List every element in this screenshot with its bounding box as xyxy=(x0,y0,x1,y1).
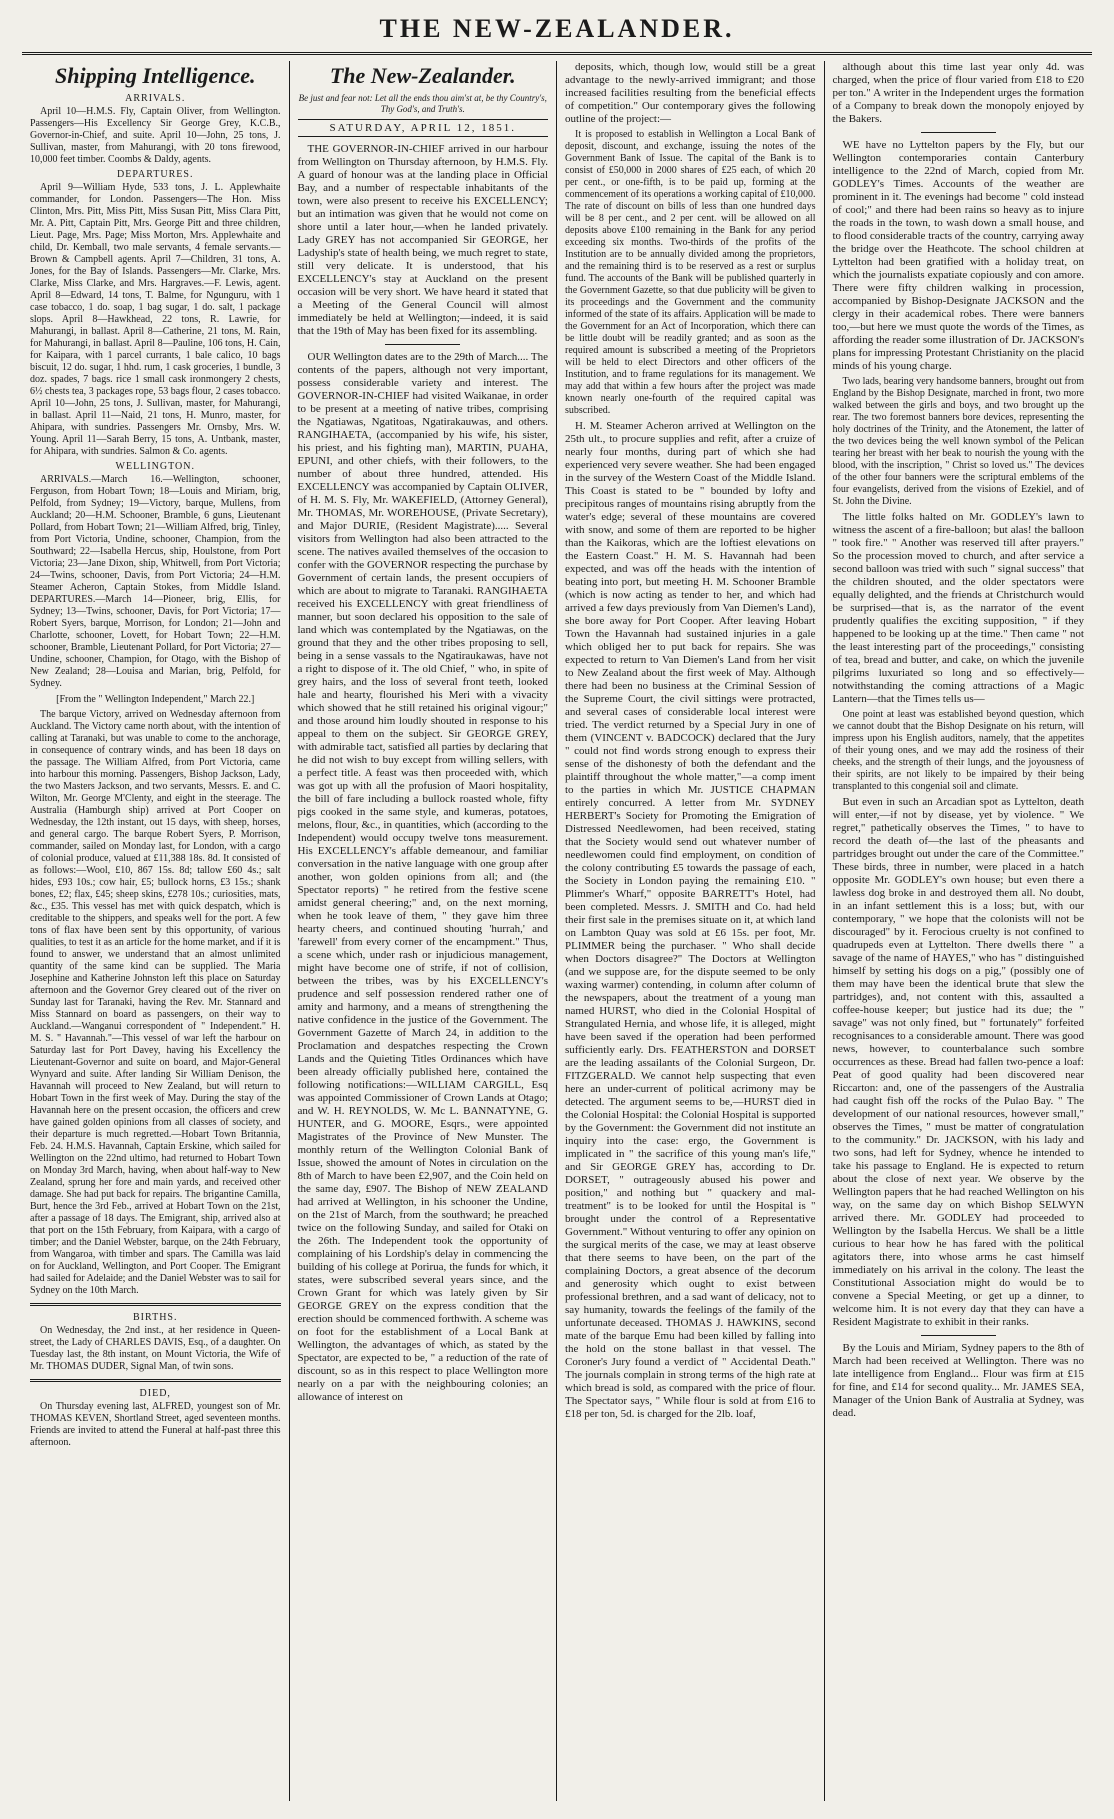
lyttelton-text-2: WE have no Lyttelton papers by the Fly, but our Wellington contemporaries contain Canterbury intelligence to the 22nd of March, copied from Mr. GODLEY's Times. Accounts of the weather are prominent in it. The evenings had become " cold instead of cool;" and there had been rains so heavy as to injure the roads in the town, to wash down a small house, and to flood considerable tracts of the country, carrying away the bridge over the Heathcote. The school children at Lyttelton had been gratified with a holiday treat, on which the journalists expatiate copiously and con amore. There were fifty children walking in procession, accompanied by Bishop-Designate JACKSON and the clergy in their academical robes. There were banners too,—but here we must quote the words of the Times, as affording the reader some illustration of Dr. JACKSON's plans for impressing Protestant Christianity on the placid minds of his young charge. xyxy=(832,139,1084,372)
divider xyxy=(385,344,460,345)
column-lyttelton xyxy=(825,61,1093,1801)
bank-quote: It is proposed to establish in Wellington a Local Bank of deposit, discount, and exchange, issuing the notes of the Government Bank of Issue. The capital of the Bank is to consist of £50,000 in 2000 shares of £25 each, of which 20 per cent., or one-fifth, is to be paid up, forming at the commencement of its operations a working capital of £10,000. The rate of discount on bills of less than one hundred days will be 8 per cent., and 2 per cent. will be allowed on all deposits above £100 remaining in the Bank for any period exceeding six months. Two-thirds of the profits of the Institution are to be annually divided among the proprietors, and the remaining third is to be reserved as a rest or surplus fund. The accounts of the Bank will be published quarterly in the Government Gazette, so that due publicity will be given to its proceedings and the Government and the community informed of the state of its affairs. Application will be made to the Government for an Act of Incorporation, which there can be little doubt will be readily granted; and as soon as the required amount is subscribed a meeting of the Proprietors will be held to elect Directors and other officers of the Institution, and to frame regulations for its management. We may add that within a few hours after the project was made known nearly one-fourth of the required capital was subscribed. xyxy=(565,129,816,416)
departures-text: April 9—William Hyde, 533 tons, J. L. Applewhaite commander, for London. Passengers—The Hon. Miss Clinton, Mrs. Pitt, Miss Pitt, Miss Susan Pitt, Miss Clara Pitt, Mr. A. Pitt, Captain Pitt, Mrs. George Pitt and three children, Lieut. Page, Mrs. Page; Miss Morton, Mrs. Applewhaite and child, Dr. Kemball, two male servants, 4 female servants.—Brown & Campbell agents. April 7—Children, 31 tons, A. Jones, for the Bay of Islands. Passengers—Mr. Clarke, Mrs. Clarke, Miss Clarke, and Mrs. Hargraves.—F. Lewis, agent. April 8—Edward, 14 tons, T. Balme, for Ngunguru, with 1 case tobacco, 1 do. soap, 1 bag sugar, 1 do. salt, 1 package slops. April 8—Hawkhead, 22 tons, R. Lawrie, for Mahurangi, in ballast. April 8—Catherine, 21 tons, M. Rain, for Mahurangi, in ballast. April 8—Pauline, 106 tons, H. Cain, for Kaipara, with 1 parcel currants, 1 bale calico, 10 bags biscuit, 12 do. sugar, 1 hhd. rum, 1 cask groceries, 1 bundle, 3 doz. spades, 7 bags. rice 1 small cask ironmongery 2 chests, 6½ chests tea, 3 packages rope, 53 bags flour, 2 cases tobacco. April 10—John, 25 tons, J. Sullivan, master, for Mahurangi, in ballast. April 11—Naid, 21 tons, H. Munro, master, for Ahipara, with sundries. Passengers Mr. Ornsby, Mrs. W. Young. April 11—Sarah Berry, 15 tons, A. Untbank, master, for Ahipara, with sundries. Salmon & Co. agents. xyxy=(30,182,281,457)
divider xyxy=(30,1379,281,1382)
column-shipping xyxy=(22,61,290,1801)
masthead: THE NEW-ZEALANDER. xyxy=(22,0,1092,55)
wellington-label: WELLINGTON. xyxy=(115,461,195,472)
divider xyxy=(921,132,996,133)
appetite-quote: One point at least was established beyond question, which we cannot doubt that the Bishop Designate on his return, will impress upon his English auditors, namely, that the appetites of their young ones, and we may add the rosiness of their cheeks, and the strength of their lungs, and the joyousness of their spirits, are not likely to be impaired by their being transplanted to this congenial soil and climate. xyxy=(832,709,1084,792)
arrivals-text: April 10—H.M.S. Fly, Captain Oliver, from Wellington. Passengers—His Excellency Sir George Grey, K.C.B., Governor-in-Chief, and suite. April 10—John, 25 tons, J. Sullivan, master, from Mahurangi, with 20 tons firewood, 10,000 feet timber. Coombs & Daldy, agents. xyxy=(30,106,281,165)
editorial-text-2: OUR Wellington dates are to the 29th of March.... The contents of the papers, although not very important, possess considerable variety and interest. The GOVERNOR-IN-CHIEF had visited Waikanae, in order to be present at a meeting of native tribes, comprising the Ngatiawas, Ngatitoas, Ngatirakauwas, and others. RANGIHAETA, (accompanied by his wife, his sister, his priest, and his fighting man), MARTIN, PUAHA, EPUNI, and other chiefs, with their followers, to the number of about three hundred, attended. His EXCELLENCY was accompanied by Captain OLIVER, of H. M. S. Fly, Mr. WAKEFIELD, (Attorney General), Mr. THOMAS, Mr. WOREHOUSE, (Private Secretary), and Major DURIE, (Resident Magistrate)..... Several visitors from Wellington had also been attracted to the scene. The natives availed themselves of the occasion to confer with the GOVERNOR respecting the purchase by Government of certain lands, the present occupiers of which are about to migrate to Taranaki. RANGIHAETA received his EXCELLENCY with great friendliness of manner, but soon declared his opposition to the sale of land which was contemplated by the Ngatiawas, on the ground that they and the other tribes proposing to sell, being in a sense vassals to the Ngatiraukawas, have not a right to dispose of it. The old Chief, " who, in spite of grey hairs, and the loss of several front teeth, looked hale and hearty, flourished his Meri with a vivacity which showed that he still retained his original vigour;" and those around him loudly shouted in response to his appeal to them on the subject. Sir GEORGE GREY, with admirable tact, satisfied all parties by declaring that he did not wish to buy except from willing sellers, with a perfect title. A feast was then proceeded with, which was got up with all the profusion of Maori hospitality, the bill of fare including a bullock roasted whole, fifty pigs cooked in the same style, and kumeras, potatoes, melons, flour, &c., in quantities, which (according to the Independent) would occupy twelve tons measurement. His EXCELLENCY's affable demeanour, and familiar conversation in the native language with one group after another, won golden opinions from all; and (the Spectator reports) " he retired from the festive scene amidst general cheering;" and, on the next morning, when he took leave of them, " they gave him three hearty cheers, and continued shouting 'hurrah,' and 'farewell' from every corner of the encampment." Thus, a scene which, under rash or injudicious management, might have become one of strife, if not of collision, between the tribes, was by his EXCELLENCY's prudence and self possession rendered rather one of amity and harmony, and a means of strengthening the native confidence in the justice of the Government. The Government Gazette of March 24, in addition to the Proclamation and despatches respecting the Crown Lands and the Quieting Titles Ordinances which have been already officially published here, contained the following notifications:—WILLIAM CARGILL, Esq was appointed Commissioner of Crown Lands at Otago; and W. H. REYNOLDS, W. Mc L. BANNATYNE, G. HUNTER, and G. MOORE, Esqrs., were appointed Magistrates of the Province of New Munster. The monthly return of the Wellington Colonial Bank of Issue, showed the amount of Notes in circulation on the 8th of March to have been £2,907, and the Coin held on the same day, £907. The Bishop of NEW ZEALAND had arrived at Wellington, in his schooner the Undine, on the 21st of March, from the southward; he preached twice on the following Sunday, and sailed for Otaki on the 26th. The Independent took the opportunity of complaining of his Lordship's delay in commencing the building of his college at Porirua, the funds for which, it states, were subscribed several years since, and the Crown Grant for which was lately given by Sir GEORGE GREY on the express condition that the erection should be commenced forthwith. A scheme was on foot for the establishment of a Local Bank at Wellington, the advantages of which, as stated by the Spectator, are expected to be, " a reduction of the rate of discount, so as in this respect to place Wellington more nearly on a par with the neighbouring colonies; an allowance of interest on xyxy=(297,351,548,1403)
died-label: DIED, xyxy=(139,1388,171,1399)
wellington-text: ARRIVALS.—March 16.—Wellington, schooner, Ferguson, from Hobart Town; 18—Louis and Miriam, brig, Pelfold, from Sydney; 19—Victory, barque, Mullens, from Auckland; 20—H.M. Schooner, Bramble, 6 guns, Lieutenant Pollard, from Hobart Town; 21—William Alfred, brig, Tinley, from Port Victoria, Undine, schooner, Champion, from the Southward; 22—Isabella Hercus, ship, Houlstone, from Port Victoria; 23—Jane Dixon, ship, Whitwell, from Port Victoria; 24—Twins, schooner, Davis, from Port Victoria; 24—H.M. Steamer Acheron, Captain Stokes, from Middle Island. DEPARTURES.—March 14—Pioneer, brig, Ellis, for Sydney; 13—Twins, schooner, Davis, for Port Victoria; 17—Robert Syers, barque, Morrison, for London; 21—John and Charlotte, schooner, Lovett, for Hobart Town; 22—H.M. schooner, Bramble, Lieutenant Pollard, for Port Victoria; 27—Undine, schooner, Champion, for Otago, with the Bishop of New Zealand; 28—Louisa and Marian, brig, Pelfold, for Sydney. xyxy=(30,474,281,689)
banner-quote: Two lads, bearing very handsome banners, brought out from England by the Bishop Designate, marched in front, two more walked between the girls and boys, and two brought up the rear. The two foremost banners bore devices, representing the holy doctrines of the Trinity, and the Atonement, the latter of the two devices being the well known symbol of the Pelican tearing her breast with her beak to nourish the young with the blood, with the inscription, " Christ so loved us." The devices of the other four banners were the scriptural emblems of the four evangelists, derived from the visions of Ezekiel, and of St. John the Divine. xyxy=(832,376,1084,507)
editorial-header: The New-Zealander. xyxy=(329,63,516,88)
motto: Be just and fear not: Let all the ends thou aim'st at, be thy Country's, Thy God's, and Truth's. xyxy=(298,93,547,114)
births-label: BIRTHS. xyxy=(133,1312,178,1323)
column-editorial xyxy=(290,61,558,1801)
lyttelton-text-5: By the Louis and Miriam, Sydney papers to the 8th of March had been received at Wellington. There was no late intelligence from England... Flour was firm at £15 for fine, and £14 for second quality... Mr. JAMES SEA, Manager of the Union Bank of Australia at Sydney, was dead. xyxy=(832,1342,1084,1419)
source-note: [From the " Wellington Independent," March 22.] xyxy=(56,694,255,705)
divider xyxy=(921,1335,996,1336)
news-text-2: H. M. Steamer Acheron arrived at Wellington on the 25th ult., to procure supplies and refit, after a cruize of nearly four months, during part of which she had experienced very severe weather. She had been engaged in the survey of the Western Coast of the Middle Island. This Coast is stated to be " bounded by lofty and precipitous ranges of mountains rising abruptly from the water's edge; several of these mountains are covered with snow, and some of them are reported to be higher than the Kaikoras, which are the loftiest elevations on the Eastern Coast." H. M. S. Havannah had been expected, and was off the heads with the intention of beating into port, but meeting H. M. Schooner Bramble (which is now acting as tender to her, and which had arrived a few days previously from Van Diemen's Land), she bore away for Port Cooper. After leaving Hobart Town the Havannah had sustained injuries in a gale which obliged her to put back for repairs. She was expected to return to Van Diemen's Land from her visit to New Zealand about the first week of May. Although there had been no business at the Criminal Session of the Supreme Court, the civil sittings were protracted, and several cases of considerable local interest were tried. The verdict returned by a Special Jury in one of them (VINCENT v. BADCOCK) declared that the Jury " could not find words strong enough to express their sense of the dishonesty of both the defendant and the plaintiff throughout the whole matter,"—a comp iment to the parties in which Mr. JUSTICE CHAPMAN entirely concurred. A letter from Mr. SYDNEY HERBERT's Society for Promoting the Emigration of Distressed Needlewomen, had been received, stating that the Society would send out whatever number of needlewomen could find employment, on condition of the colony contributing £5 towards the passage of each, the Society in London paying the remaining £10. " Plimmer's Wharf," opposite BARRETT's Hotel, had been completed. Messrs. J. SMITH and Co. had held their first sale in the premises situate on it, at which land on Lambton Quay was sold at £6 15s. per foot, Mr. PLIMMER being the purchaser. " Who shall decide when Doctors disagree?" The Doctors at Wellington (and we suppose are, for the dispute seemed to be only waxing warmer) contending, in column after column of the newspapers, about the treatment of a young man named HURST, who died in the Colonial Hospital of Strangulated Hernia, and whose life, it is alleged, might have been saved if the operation had been performed sufficiently early. Drs. FEATHERSTON and DORSET are the leading assailants of the Colonial Surgeon, Dr. FITZGERALD. We cannot help suspecting that even here an under-current of political acrimony may be detected. The argument seems to be,—HURST died in the Colonial Hospital: the Colonial Hospital is supported by the Government: the Government did not institute an inquiry into the case: ergo, the Government is implicated in " the sacrifice of this young man's life," and Sir GEORGE GREY has, according to Dr. DORSET, " outrageously abused his power and position," and nothing but " quackery and mal-treatment" is to be looked for until the Hospital is " brought under the control of a Representative Government." Without venturing to offer any opinion on the surgical merits of the case, we may at least observe that there seems to have been, on the part of the complaining Doctors, a great absence of the decorum and generosity which ought to exist between professional brethren, and a sad want of delicacy, not to say humanity, towards the feelings of the family of the unfortunate deceased. THOMAS J. HAWKINS, second mate of the barque Emu had been killed by falling into the hold on the stone ballast in that vessel. The Coroner's Jury found a verdict of " Accidental Death." The journals complain in strong terms of the high rate at which bread is sold, as compared with the price of flour. The Spectator says, " While flour is sold at from £16 to £18 per ton, 5d. is charged for the 2lb. loaf, xyxy=(565,420,816,1420)
columns xyxy=(22,61,1092,1801)
shipping-news: The barque Victory, arrived on Wednesday afternoon from Auckland. The Victory came north about, with the intention of calling at Taranaki, but was unable to come to the anchorage, in consequence of contrary winds, and has been 18 days on the passage. The William Alfred, from Port Victoria, came into harbour this morning. Passengers, Bishop Jackson, Lady, the two Masters Jackson, and two servants, Messrs. E. and C. Wilton, Mr. George M'Clenty, and eight in the steerage. The Australia (Hamburgh ship) arrived at Port Cooper on Wednesday, the 12th instant, out 15 days, with sheep, horses, and general cargo. The barque Robert Syers, P. Morrison, commander, sailed on Monday last, for London, with a cargo of colonial produce, valued at £11,388 18s. 8d. It consisted of as follows:—Wool, £10, 867 15s. 8d; tallow £60 4s.; salt hides, £93 10s.; cow hair, £5; bullock horns, £3 15s.; shank bones, £2; flax, £45; sheep skins, £278 10s.; curiosities, mats, &c., £35. This vessel has met with quick despatch, which is creditable to the shippers, and speaks well for the port. A few tons of flax have been sent by this opportunity, of various qualities, to test it as an article for the home market, and if it is found to answer, we understand that an almost unlimited quantity of the same kind can be supplied. The Maria Josephine and Katherine Johnston left this place on Saturday afternoon and the Governor Grey cleared out of the river on Sunday last for Taranaki, having the Rev. Mr. Stannard and Miss Stannard on board as passengers, on their way to Auckland.—Wanganui correspondent of " Independent." H. M. S. " Havannah."—This vessel of war left the harbour on Saturday last for Port Davey, having his Excellency the Lieutenant-Governor and suite on board, and Major-General Wynyard and suite. After landing Sir William Denison, the Havannah will proceed to New Zealand, but will return to Hobart Town in the first week of May. During the stay of the Havannah here on the present occasion, the officers and crew have gained golden opinions from all classes of society, and their departure is much regretted.—Hobart Town Britannia, Feb. 24. H.M.S. Havannah, Captain Erskine, which sailed for Wellington on the 22nd ultimo, had returned to Hobart Town on Monday 3rd March, having, when about half-way to New Zealand, sprung her fore and main yards, and received other damage. She had put back for repairs. The brigantine Camilla, Burt, hence the 3rd Feb., arrived at Hobart Town on the 21st, after a passage of 18 days. The Emigrant, ship, arrived also at that port on the 15th February, from Kaipara, with a cargo of timber; and the Daniel Webster, barque, on the 24th February, from Wangaroa, with timber and spars. The Camilla was laid on for Auckland, Wellington, and Port Cooper. The Emigrant had sailed for Adelaide; and the Daniel Webster was to sail for Sydney on the 10th March. xyxy=(30,709,281,1296)
departures-label: DEPARTURES. xyxy=(117,169,194,180)
divider xyxy=(30,1303,281,1306)
arrivals-label: ARRIVALS. xyxy=(125,93,186,104)
lyttelton-text-4: But even in such an Arcadian spot as Lyttelton, death will enter,—if not by disease, yet by violence. " We regret," pathetically observes the Times, " to have to record the death of—the last of the pheasants and partridges brought out under the care of the Committee." These birds, three in number, were placed in a hatch opposite Mr. GODLEY's own house; but even there a lawless dog broke in and destroyed them all. No doubt, in an infant settlement this is a loss; but, with our contemporary, " we hope that the colonists will not be discouraged" by it. Ferocious cruelty is not confined to quadrupeds even at Lyttelton. There dwells there " a savage of the name of HAYES," who has " distinguished himself by setting his dogs on a pig," (possibly one of them may have been the identical brute that slew the partridges), and, not content with this, assaulted a coffee-house keeper; but justice had its due; the " savage" was not only fined, but " fortunately" forfeited recognisances to a considerable amount. There was good news, however, to counterbalance such sombre occurrences as these. Bread had fallen two-pence a loaf: Peat of good quality had been discovered near Riccarton: and, one of the passengers of the Australia had caught fish off the rocks of the Pulao Bay. " The development of our national resources, however small," observes the Times, " must be matter of congratulation to the community." Dr. JACKSON, with his lady and two sons, had left for Sydney, whence he intended to take his passage to England. He is expected to return about the close of next year. We observe by the Wellington papers that he had reached Wellington on his way, on the same day on which Bishop SELWYN arrived there. Mr. GODLEY had proceeded to Wellington by the Isabella Hercus. We shall be a little curious to hear how he has fared with the political agitators there, into whose arms he cast himself immediately on his arrival in the colony. The least the Constitutional Association might do would be to convene a Special Meeting, or get up a dinner, to welcome him. It is not every day that they can have a Resident Magistrate to exhibit in their ranks. xyxy=(832,796,1084,1328)
dateline: SATURDAY, APRIL 12, 1851. xyxy=(298,119,549,137)
editorial-text-1: THE GOVERNOR-IN-CHIEF arrived in our harbour from Wellington on Thursday afternoon, by H.M.S. Fly. A guard of honour was at the landing place in Official Bay, and a number of respectable inhabitants of the town, were also present to receive his EXCELLENCY; but an intimation was given that he would not come on shore until a later hour,—when he landed privately. Lady GREY has not accompanied Sir GEORGE, her Ladyship's state of health being, we much regret to state, still very delicate. It is understood, that his EXCELLENCY's stay at Auckland on the present occasion will be very short. We have heard it stated that a Meeting of the General Council will almost immediately be held at Wellington;—indeed, it is said that the 19th of May has been fixed for its assembling. xyxy=(297,143,548,337)
lyttelton-text-3: The little folks halted on Mr. GODLEY's lawn to witness the ascent of a fire-balloon; but alas! the balloon " took fire." " Another was reserved till after prayers." So the procession moved to church, and after service a second balloon was tried with such " signal success" that the children shouted, and the older spectators were equally delighted, and the friends at Christchurch would be surprised—that is, as the narrator of the event prudently qualifies the exciting supposition, " if they happened to be looking up at the time." Then came " not the least interesting part of the proceedings," consisting of tea, bread and butter, and cake, on which the juvenile pilgrims luxuriated so long and so effectively—notwithstanding the coming attractions of a Magic Lantern—that the Times tells us— xyxy=(832,511,1084,705)
column-news xyxy=(557,61,825,1801)
lyttelton-text-1: although about this time last year only 4d. was charged, when the price of flour varied from £18 to £20 per ton." A writer in the Independent urges the formation of a Company to break down the monopoly enjoyed by the Bakers. xyxy=(832,61,1084,125)
died-text: On Thursday evening last, ALFRED, youngest son of Mr. THOMAS KEVEN, Shortland Street, aged seventeen months. Friends are invited to attend the Funeral at half-past three this afternoon. xyxy=(30,1401,281,1448)
births-text: On Wednesday, the 2nd inst., at her residence in Queen-street, the Lady of CHARLES DAVIS, Esq., of a daughter. On Tuesday last, the 8th instant, on Mount Victoria, the Wife of Mr. THOMAS DUDER, Signal Man, of twin sons. xyxy=(30,1325,281,1372)
shipping-header: Shipping Intelligence. xyxy=(55,63,256,88)
news-text-1: deposits, which, though low, would still be a great advantage to the newly-arrived immigrant; and those increased facilities resulting from the beneficial effects of competition." Our contemporary gives the following outline of the project:— xyxy=(565,61,816,125)
